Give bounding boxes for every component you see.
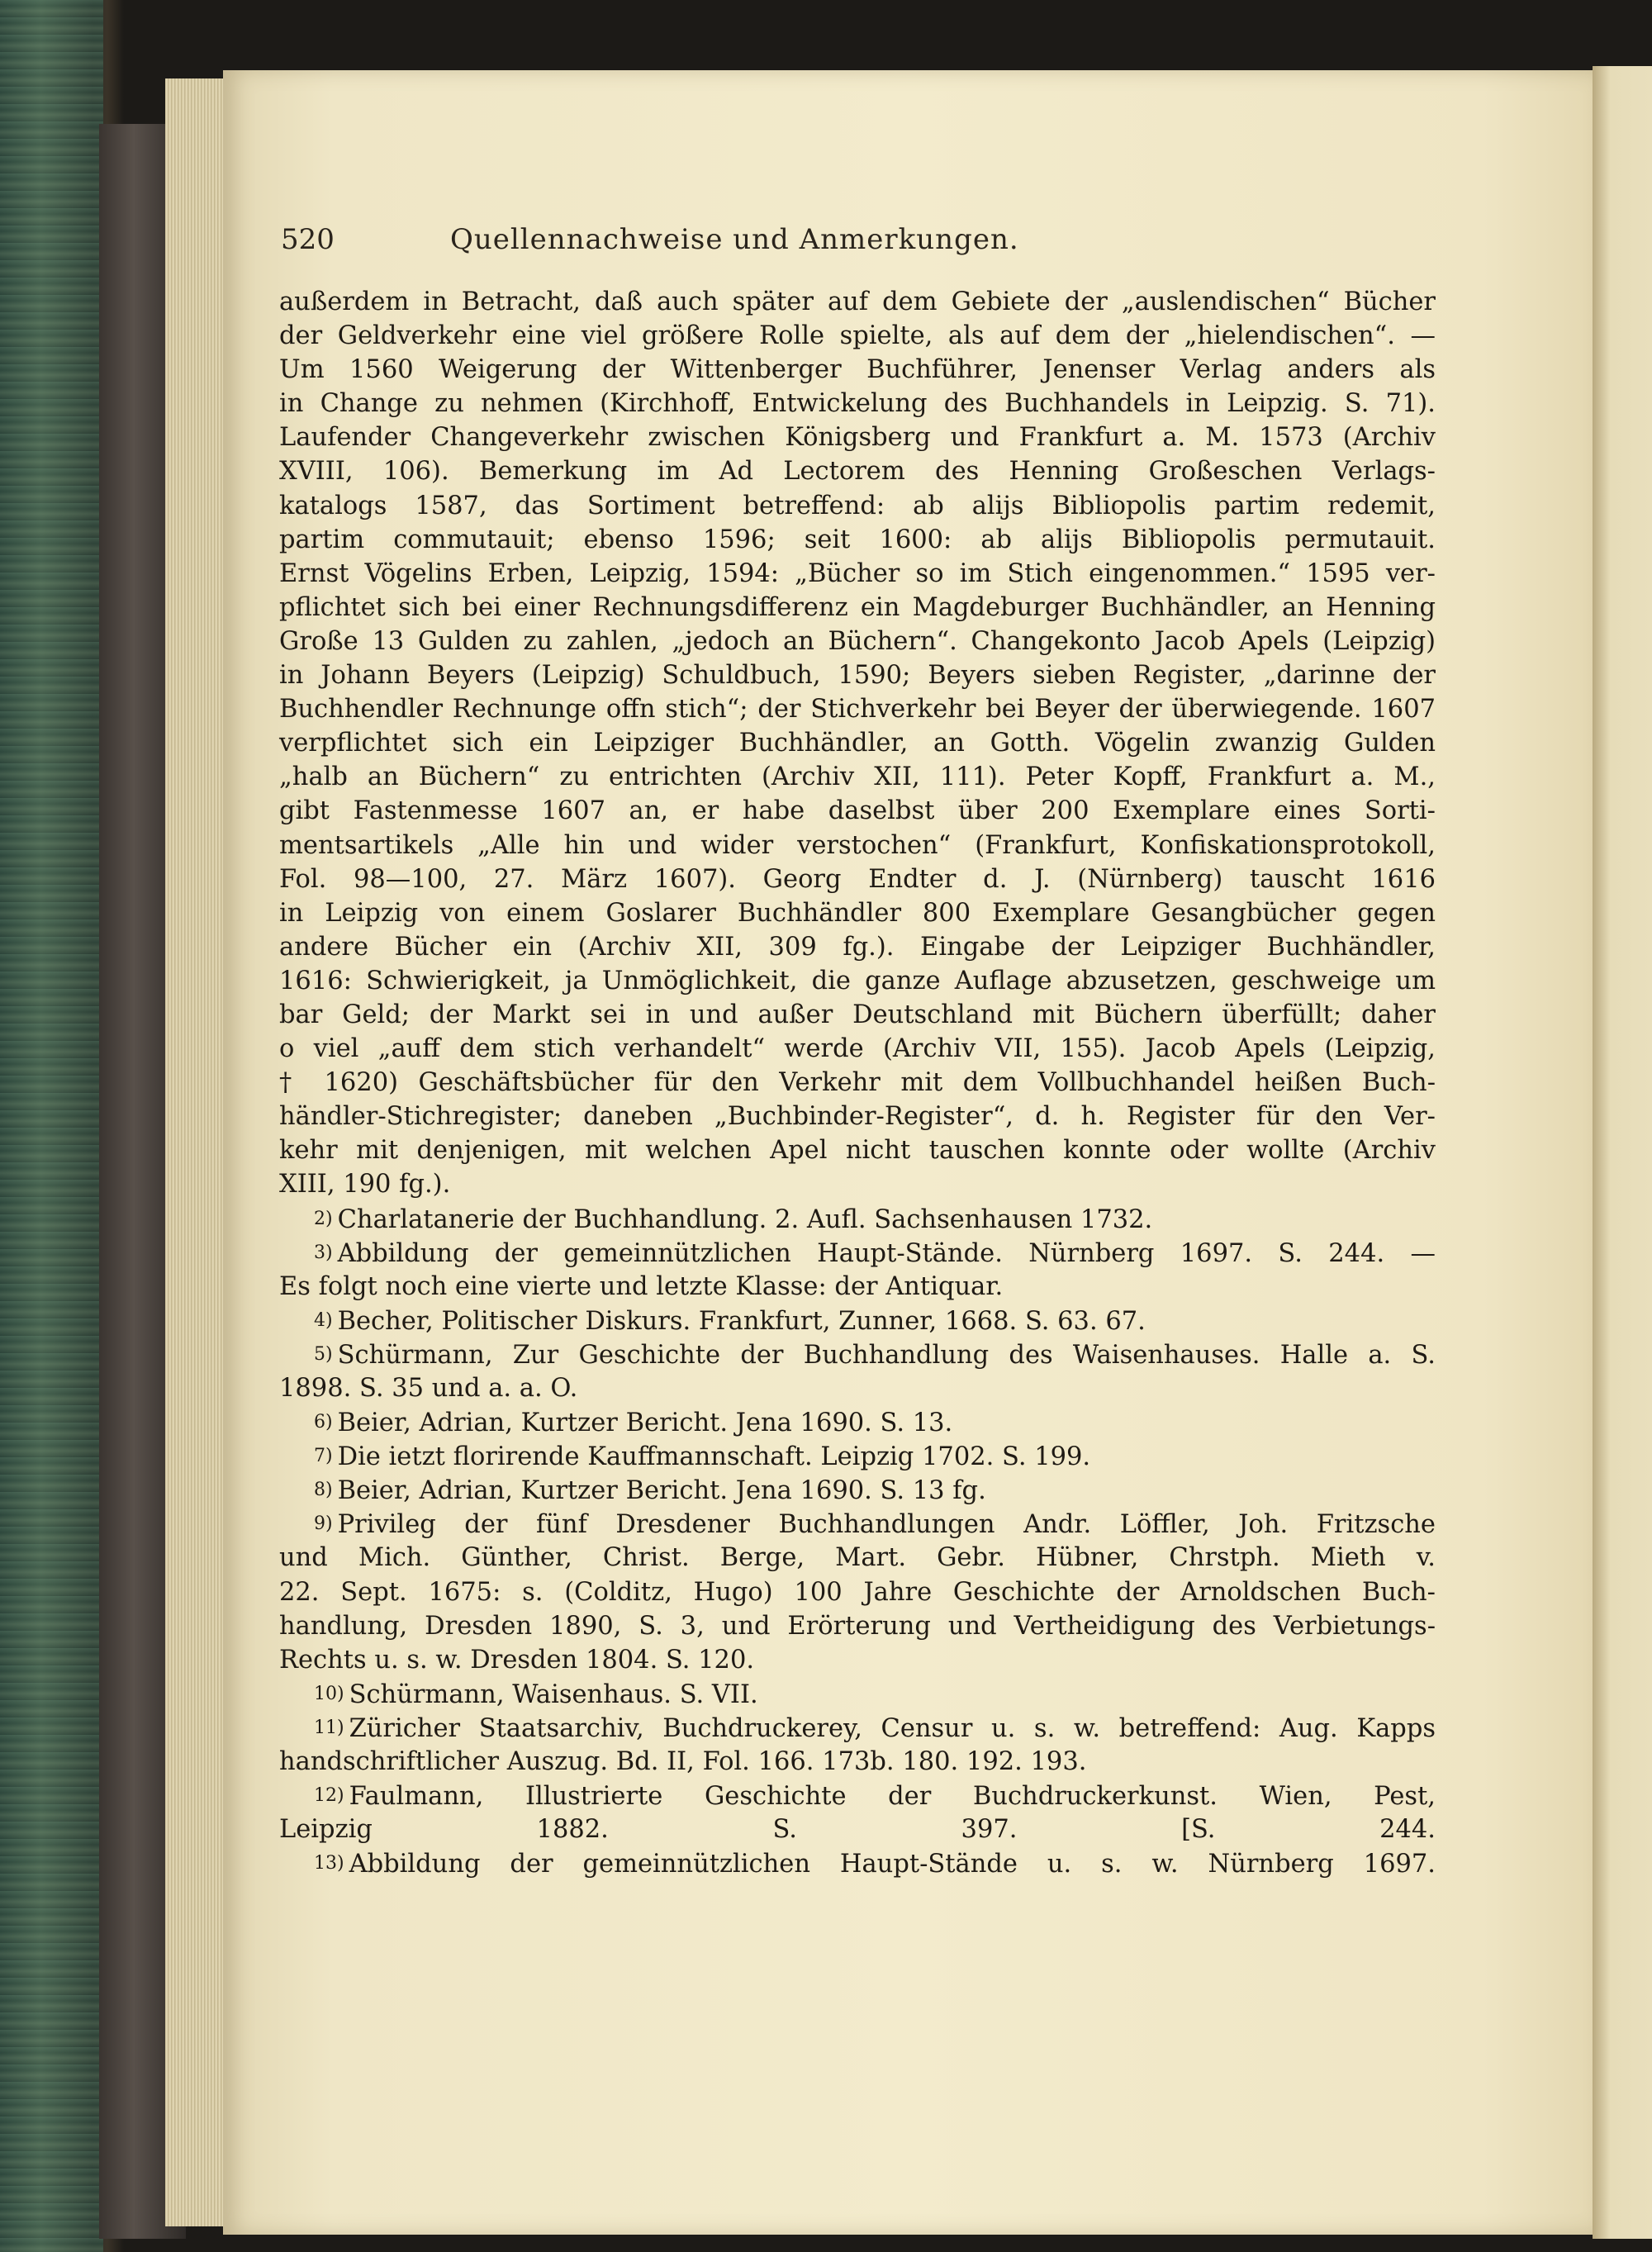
line-text: Schürmann, Zur Geschichte der Buchhandlung des Waisenhauses. Halle a. S.	[337, 1340, 1436, 1370]
text-line	[279, 726, 1436, 760]
line-text: außerdem in Betracht, daß auch später auf dem Gebiete der „auslendischen“ Bücher	[279, 287, 1436, 316]
body-text	[279, 285, 1436, 1880]
footnote-marker: 6)	[314, 1412, 333, 1433]
line-text: Fol. 98—100, 27. März 1607). Georg Endter d. J. (Nürnberg) tauscht 1616	[279, 864, 1436, 894]
text-line	[279, 896, 1436, 930]
text-line	[279, 1745, 1436, 1779]
facing-page-edge	[1593, 66, 1652, 2239]
line-text: in Leipzig von einem Goslarer Buchhändler 800 Exemplare Gesangbücher gegen	[279, 898, 1436, 928]
line-text: Große 13 Gulden zu zahlen, „jedoch an Büchern“. Changekonto Jacob Apels (Leipzig)	[279, 626, 1436, 656]
line-text: Becher, Politischer Diskurs. Frankfurt, Zunner, 1668. S. 63. 67.	[337, 1306, 1146, 1336]
line-text: katalogs 1587, das Sortiment betreffend: ab alijs Bibliopolis partim redemit,	[279, 491, 1436, 520]
footnote-line	[279, 1304, 1436, 1337]
line-text: mentsartikels „Alle hin und wider verstochen“ (Frankfurt, Konfiskationsprotokoll,	[279, 830, 1436, 860]
text-line	[279, 1643, 1436, 1677]
footnote-marker: 9)	[314, 1513, 333, 1535]
footnote-line	[279, 1405, 1436, 1439]
footnote-line	[279, 1337, 1436, 1371]
footnote-line	[279, 1711, 1436, 1745]
text-line	[279, 1066, 1436, 1100]
line-text: Buchhendler Rechnunge offn stich“; der Stichverkehr bei Beyer der überwiegende. 1607	[279, 695, 1436, 725]
line-text: verpflichtet sich ein Leipziger Buchhändler, an Gotth. Vögelin zwanzig Gulden	[279, 729, 1436, 758]
line-text: Beier, Adrian, Kurtzer Bericht. Jena 1690. S. 13.	[337, 1409, 953, 1438]
footnote-line	[279, 1507, 1436, 1541]
line-text: Privileg der fünf Dresdener Buchhandlungen Andr. Löffler, Joh. Fritzsche	[337, 1510, 1436, 1540]
text-line	[279, 1371, 1436, 1405]
page-number: 520	[281, 223, 335, 256]
line-text: XVIII, 106). Bemerkung im Ad Lectorem des Henning Großeschen Verlags-	[279, 457, 1436, 487]
line-text: handschriftlicher Auszug. Bd. II, Fol. 166. 173b. 180. 192. 193.	[279, 1747, 1087, 1777]
line-text: pflichtet sich bei einer Rechnungsdifferenz ein Magdeburger Buchhändler, an Henning	[279, 592, 1436, 622]
line-text: in Change zu nehmen (Kirchhoff, Entwickelung des Buchhandels in Leipzig. S. 71).	[279, 389, 1436, 419]
text-line	[279, 760, 1436, 794]
book-cover-edge	[0, 0, 103, 2252]
line-text: gibt Fastenmesse 1607 an, er habe daselbst über 200 Exemplare eines Sorti-	[279, 796, 1436, 826]
footnote-line	[279, 1439, 1436, 1473]
line-text: Charlatanerie der Buchhandlung. 2. Aufl. Sachsenhausen 1732.	[337, 1204, 1153, 1234]
line-text: Die ietzt florirende Kauffmannschaft. Leipzig 1702. S. 199.	[337, 1442, 1091, 1472]
page-edges	[165, 78, 227, 2226]
footnote-line	[279, 1779, 1436, 1813]
line-text: o viel „auff dem stich verhandelt“ werde (Archiv VII, 155). Jacob Apels (Leipzig,	[279, 1034, 1436, 1064]
footnote-marker: 13)	[314, 1853, 344, 1874]
text-line	[279, 285, 1436, 319]
line-text: der Geldverkehr eine viel größere Rolle spielte, als auf dem der „hielendischen“. —	[279, 321, 1436, 351]
line-text: Laufender Changeverkehr zwischen Königsberg und Frankfurt a. M. 1573 (Archiv	[279, 423, 1436, 453]
footnote-marker: 4)	[314, 1309, 333, 1331]
line-text: handlung, Dresden 1890, S. 3, und Erörterung und Vertheidigung des Verbietungs-	[279, 1611, 1436, 1641]
text-line	[279, 658, 1436, 692]
text-line	[279, 625, 1436, 658]
text-line	[279, 420, 1436, 454]
text-line	[279, 1541, 1436, 1575]
line-text: in Johann Beyers (Leipzig) Schuldbuch, 1590; Beyers sieben Register, „darinne der	[279, 661, 1436, 691]
footnote-line	[279, 1846, 1436, 1880]
text-line	[279, 1609, 1436, 1643]
text-line	[279, 557, 1436, 591]
line-text: 1616: Schwierigkeit, ja Unmöglichkeit, die ganze Auflage abzusetzen, geschweige um	[279, 966, 1436, 995]
line-text: Es folgt noch eine vierte und letzte Klasse: der Antiquar.	[279, 1271, 1004, 1301]
text-line	[279, 1100, 1436, 1133]
footnote-marker: 2)	[314, 1208, 333, 1229]
line-text: partim commutauit; ebenso 1596; seit 1600: ab alijs Bibliopolis permutauit.	[279, 525, 1436, 554]
line-text: Leipzig 1882. S. 397. [S. 244.	[279, 1815, 1436, 1845]
text-line	[279, 1133, 1436, 1167]
line-text: „halb an Büchern“ zu entrichten (Archiv XII, 111). Peter Kopff, Frankfurt a. M.,	[279, 763, 1436, 792]
footnote-line	[279, 1202, 1436, 1236]
line-text: händler-Stichregister; daneben „Buchbinder-Register“, d. h. Register für den Ver-	[279, 1102, 1436, 1132]
text-line	[279, 353, 1436, 387]
line-text: andere Bücher ein (Archiv XII, 309 fg.). Eingabe der Leipziger Buchhändler,	[279, 932, 1436, 962]
text-line	[279, 998, 1436, 1032]
text-line	[279, 454, 1436, 488]
text-line	[279, 1167, 1436, 1201]
text-line	[279, 930, 1436, 964]
footnote-marker: 12)	[314, 1785, 344, 1807]
line-text: bar Geld; der Markt sei in und außer Deutschland mit Büchern überfüllt; daher	[279, 1000, 1436, 1029]
text-line	[279, 387, 1436, 420]
line-text: Abbildung der gemeinnützlichen Haupt-Stände. Nürnberg 1697. S. 244. —	[337, 1238, 1436, 1268]
footnote-marker: 11)	[314, 1717, 344, 1738]
line-text: Rechts u. s. w. Dresden 1804. S. 120.	[279, 1645, 755, 1675]
page-header	[281, 223, 1437, 273]
line-text: Abbildung der gemeinnützlichen Haupt-Stände u. s. w. Nürnberg 1697.	[349, 1850, 1436, 1879]
line-text: 22. Sept. 1675: s. (Colditz, Hugo) 100 Jahre Geschichte der Arnoldschen Buch-	[279, 1577, 1436, 1607]
text-line	[279, 1575, 1436, 1609]
line-text: und Mich. Günther, Christ. Berge, Mart. Gebr. Hübner, Chrstph. Mieth v.	[279, 1543, 1436, 1573]
text-line	[279, 1813, 1436, 1846]
line-text: Züricher Staatsarchiv, Buchdruckerey, Censur u. s. w. betreffend: Aug. Kapps	[349, 1713, 1436, 1743]
line-text: Ernst Vögelins Erben, Leipzig, 1594: „Bücher so im Stich eingenommen.“ 1595 ver-	[279, 558, 1436, 588]
footnote-line	[279, 1236, 1436, 1270]
footnote-line	[279, 1677, 1436, 1711]
line-text: XIII, 190 fg.).	[279, 1170, 451, 1200]
text-line	[279, 319, 1436, 353]
text-line	[279, 692, 1436, 726]
text-line	[279, 964, 1436, 998]
footnote-marker: 8)	[314, 1480, 333, 1501]
running-title: Quellennachweise und Anmerkungen.	[450, 223, 1019, 256]
text-line	[279, 1270, 1436, 1304]
text-line	[279, 1032, 1436, 1066]
line-text: † 1620) Geschäftsbücher für den Verkehr mit dem Vollbuchhandel heißen Buch-	[279, 1068, 1436, 1098]
text-line	[279, 829, 1436, 862]
footnote-marker: 10)	[314, 1683, 344, 1704]
text-line	[279, 862, 1436, 896]
line-text: Beier, Adrian, Kurtzer Bericht. Jena 1690. S. 13 fg.	[337, 1476, 986, 1506]
line-text: Um 1560 Weigerung der Wittenberger Buchführer, Jenenser Verlag anders als	[279, 355, 1436, 385]
footnote-line	[279, 1473, 1436, 1507]
text-line	[279, 591, 1436, 625]
line-text: Schürmann, Waisenhaus. S. VII.	[349, 1679, 758, 1709]
footnote-marker: 3)	[314, 1242, 333, 1263]
footnote-marker: 5)	[314, 1343, 333, 1365]
line-text: Faulmann, Illustrierte Geschichte der Buchdruckerkunst. Wien, Pest,	[349, 1782, 1436, 1812]
footnote-marker: 7)	[314, 1446, 333, 1467]
text-line	[279, 489, 1436, 523]
text-line	[279, 523, 1436, 557]
line-text: 1898. S. 35 und a. a. O.	[279, 1374, 578, 1403]
text-line	[279, 794, 1436, 828]
line-text: kehr mit denjenigen, mit welchen Apel nicht tauschen konnte oder wollte (Archiv	[279, 1136, 1436, 1166]
